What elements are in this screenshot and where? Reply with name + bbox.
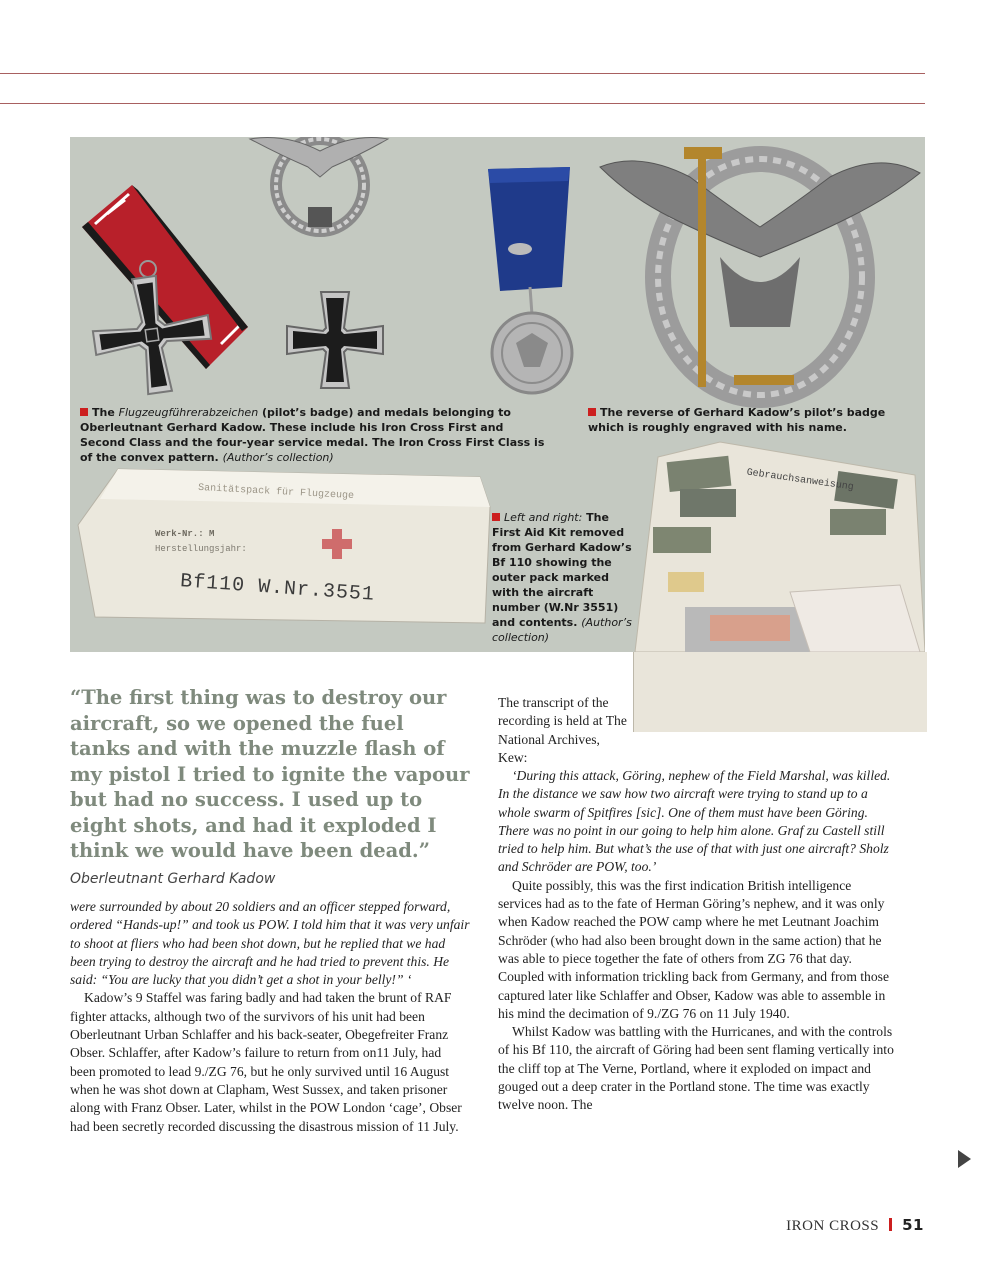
pull-quote-text: The first thing was to destroy our aircraft, so we opened the fuel tanks and with the muzzle flash of my pistol I tried to ignite the vapour but had no success. I used up to eight shots, and had it exploded I think we would have been dead.	[70, 686, 470, 862]
box-label-line3: Herstellungsjahr:	[155, 544, 247, 554]
running-head: IRON CROSS	[786, 1218, 880, 1234]
caption-credit: (Author’s collection)	[222, 451, 334, 464]
kit-paper-title: Gebrauchsanweisung	[745, 467, 855, 494]
right-italic-quote: ‘During this attack, Göring, nephew of the Field Marshal, was killed. In the distance we saw how two aircraft were trying to stand up to a whole swarm of Spitfires [sic]. One of them must have been Göring. There was no point in our going to help him alone. Graf zu Castell still tried to help him. But what’s the use of that with just one aircraft? Sholz and Schröder are POW, too.’	[498, 768, 891, 875]
caption-badge-reverse: The reverse of Gerhard Kadow’s pilot’s badge which is roughly engraved with his name.	[588, 406, 886, 434]
left-italic-paragraph: were surrounded by about 20 soldiers and an officer stepped forward, ordered “Hands-up!” and took us POW. I told him that it was very unfair to shoot at fliers who had been shot down, but he replied that we had been trying to destroy the aircraft and he had tried to prevent this. He said: “You are lucky that you didn’t get a shot in your belly!” ‘	[70, 899, 470, 988]
caption-bullet	[80, 408, 88, 416]
caption-bullet	[588, 408, 596, 416]
left-column	[70, 898, 470, 1136]
photo-panel	[70, 137, 925, 652]
caption-credit: (Author’s collection)	[492, 616, 632, 644]
service-medal-image	[488, 167, 572, 393]
pilot-badge-front-image	[250, 138, 388, 232]
iron-cross-first-class-image	[287, 292, 383, 388]
right-paragraph-3: Whilst Kadow was battling with the Hurricanes, and with the controls of his Bf 110, the aircraft of Göring had been sent flaming vertically into the cliff top at The Verne, Portland, where it exploded on impact and gouged out a deep crater in the Portland stone. The time was exactly twelve noon. The	[498, 1024, 894, 1113]
box-aircraft-marking: Bf110 W.Nr.3551	[179, 570, 376, 607]
right-column-intro: The transcript of the recording is held at The National Archives, Kew:	[498, 695, 627, 765]
pilot-badge-reverse-image	[600, 147, 920, 395]
right-paragraph-2: Quite possibly, this was the first indication British intelligence services had as to the fate of Herman Göring’s nephew, and it was only when Kadow reached the POW camp where he met Leutnant Joachim Schröder (who had also been brought down in the same action) that he was able to piece together the fate of others from ZG 76 that day. Coupled with information trickling back from Germany, and from those captured later like Schlaffer and Obser, Kadow was able to assemble in his mind the decimation of 9./ZG 76 on 11 July 1940.	[498, 877, 889, 1021]
right-column	[498, 767, 898, 1115]
caption-badge-medals: The Flugzeugführerabzeichen (pilot’s badge) and medals belonging to Oberleutnant Gerhard Kadow. These include his Iron Cross First and Second Class and the four-year service medal. The Iron Cross First Class is of the convex pattern. (Author’s collection)	[80, 406, 545, 464]
left-paragraph-2: Kadow’s 9 Staffel was faring badly and had taken the brunt of RAF fighter attacks, although two of the survivors of his unit had been Oberleutnant Urban Schlaffer and his back-seater, Obegefreiter Franz Obser. Schlaffer, after Kadow’s failure to return from on11 July, had been promoted to lead 9./ZG 76, but he only survived until 16 August when he was shot down at Clapham, West Sussex, and taken prisoner along with Franz Obser. Later, whilst in the POW London ‘cage’, Obser had been secretly recorded discussing the disastrous mission of 11 July.	[70, 990, 462, 1134]
quote-close-mark: ”	[418, 839, 430, 862]
pull-quote-attribution: Oberleutnant Gerhard Kadow	[70, 870, 276, 887]
caption-first-aid: Left and right: The First Aid Kit removed from Gerhard Kadow’s Bf 110 showing the outer pack marked with the aircraft number (W.Nr 3551) and contents. (Author’s collection)	[492, 511, 632, 644]
box-label-line2: Werk-Nr.: M	[155, 529, 215, 539]
quote-open-mark: “	[70, 686, 82, 709]
page-number: 51	[902, 1216, 924, 1234]
pull-quote	[70, 685, 470, 892]
first-aid-photo-extension	[633, 652, 927, 732]
page-footer	[786, 1216, 924, 1235]
box-label-line1: Sanitätspack für Flugzeuge	[197, 482, 355, 503]
caption-bullet	[492, 513, 500, 521]
continue-arrow-icon	[958, 1150, 971, 1168]
iron-cross-second-class-image	[82, 185, 248, 401]
top-rule-2	[0, 103, 925, 104]
footer-divider	[889, 1218, 892, 1231]
top-rule-1	[0, 73, 925, 74]
